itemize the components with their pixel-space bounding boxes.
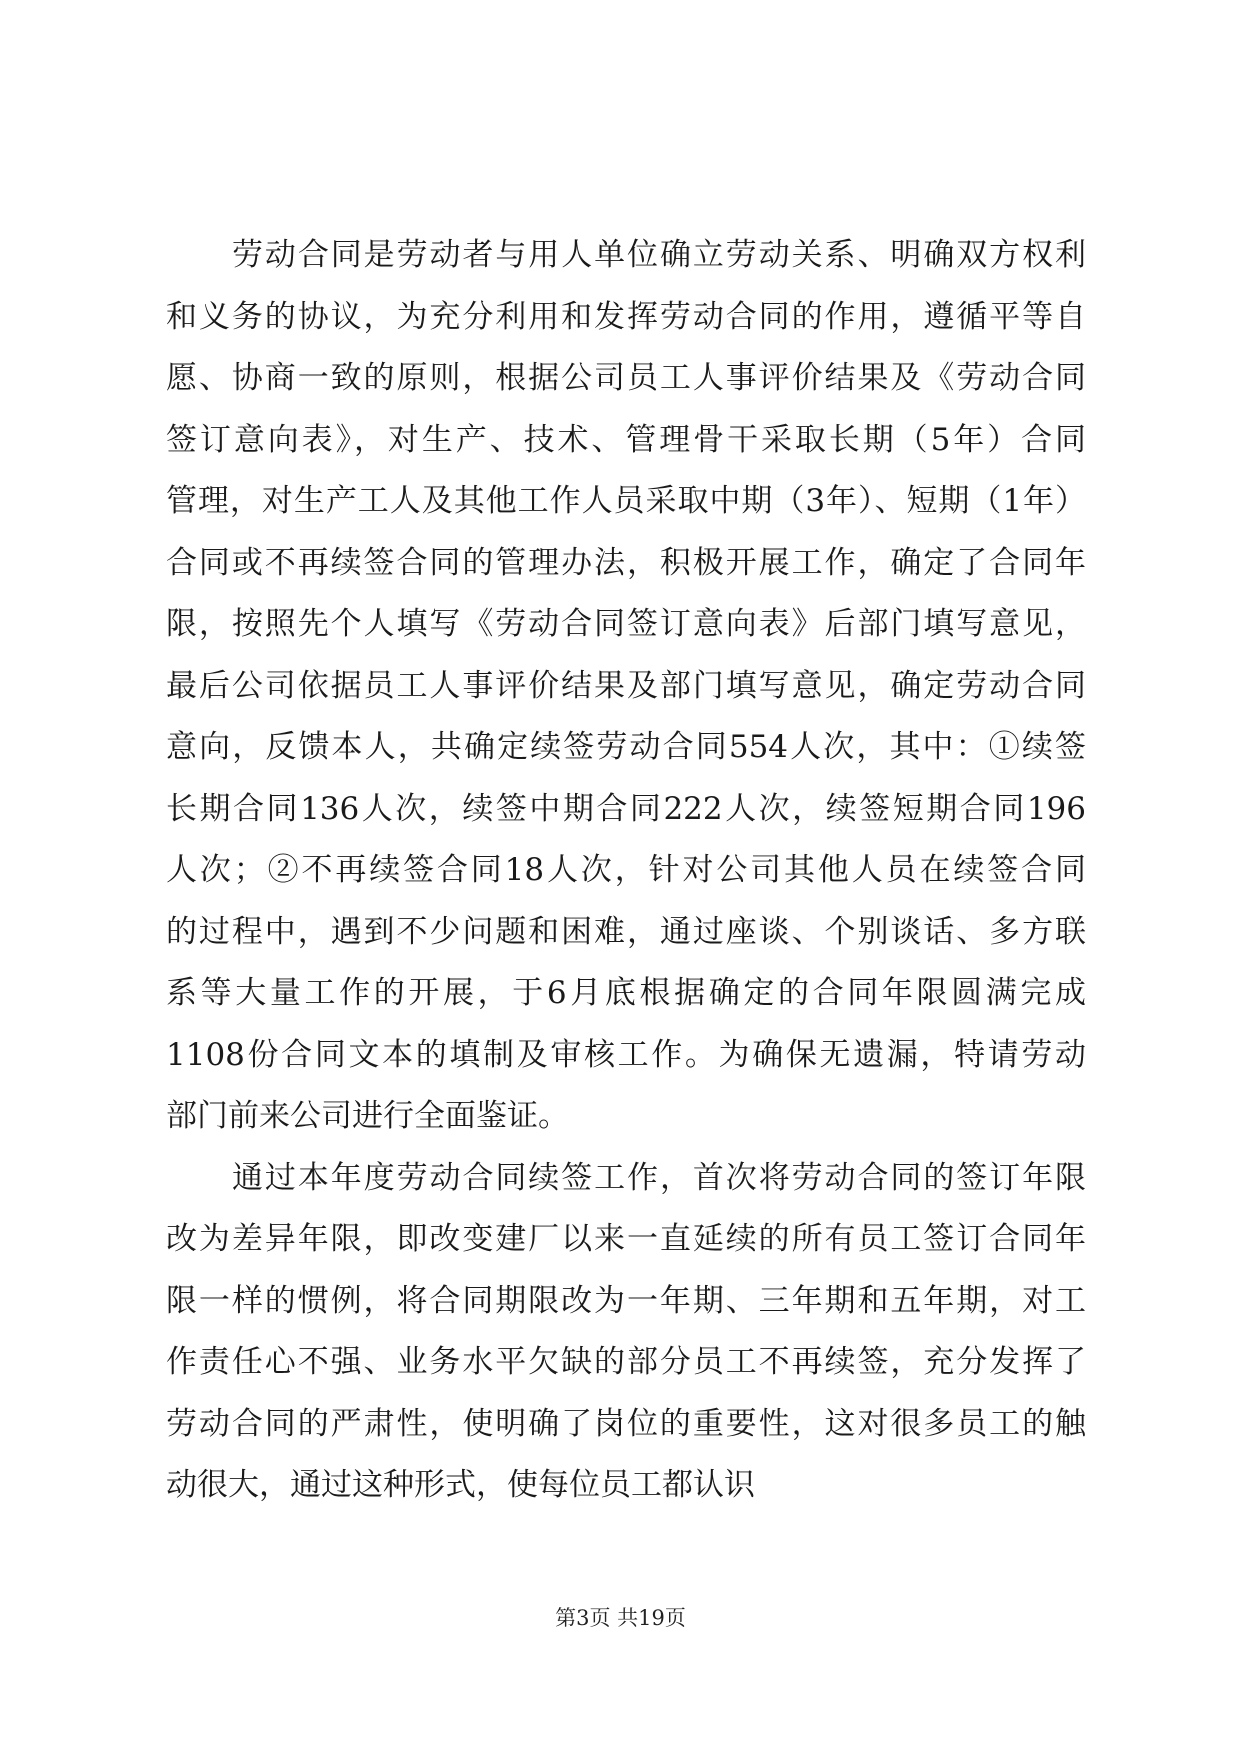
paragraph-line: 1108份合同文本的填制及审核工作。为确保无遗漏，特请劳动 — [166, 1036, 1086, 1073]
paragraph-line: 最后公司依据员工人事评价结果及部门填写意见，确定劳动合同 — [166, 667, 1086, 704]
paragraph-line: 作责任心不强、业务水平欠缺的部分员工不再续签，充分发挥了 — [166, 1344, 1086, 1380]
paragraph-line: 部门前来公司进行全面鉴证。 — [166, 1098, 569, 1134]
document-body — [166, 225, 1086, 1517]
paragraph-line: 限一样的惯例，将合同期限改为一年期、三年期和五年期，对工 — [166, 1282, 1086, 1319]
paragraph-line: 劳动合同是劳动者与用人单位确立劳动关系、明确双方权利 — [232, 237, 1086, 273]
paragraph-2 — [166, 1148, 1086, 1517]
paragraph-line: 改为差异年限，即改变建厂以来一直延续的所有员工签订合同年 — [166, 1221, 1086, 1257]
paragraph-line: 管理，对生产工人及其他工作人员采取中期（3年）、短期（1年） — [166, 483, 1086, 519]
paragraph-1 — [166, 225, 1086, 1148]
paragraph-line: 劳动合同的严肃性，使明确了岗位的重要性，这对很多员工的触 — [166, 1405, 1086, 1442]
paragraph-line: 系等大量工作的开展，于6月底根据确定的合同年限圆满完成 — [166, 975, 1086, 1011]
paragraph-line: 签订意向表》，对生产、技术、管理骨干采取长期（5年）合同 — [166, 421, 1086, 458]
paragraph-line: 的过程中，遇到不少问题和困难，通过座谈、个别谈话、多方联 — [166, 913, 1086, 950]
paragraph-line: 意向，反馈本人，共确定续签劳动合同554人次，其中：①续签 — [166, 729, 1086, 765]
page-number: 第3页 共19页 — [555, 1606, 686, 1630]
paragraph-line: 通过本年度劳动合同续签工作，首次将劳动合同的签订年限 — [232, 1159, 1086, 1196]
paragraph-line: 长期合同136人次，续签中期合同222人次，续签短期合同196 — [166, 790, 1086, 827]
paragraph-line: 人次；②不再续签合同18人次，针对公司其他人员在续签合同 — [166, 852, 1086, 888]
paragraph-line: 限，按照先个人填写《劳动合同签订意向表》后部门填写意见， — [166, 606, 1086, 642]
page-footer — [0, 1603, 1241, 1633]
paragraph-line: 和义务的协议，为充分利用和发挥劳动合同的作用，遵循平等自 — [166, 298, 1086, 335]
paragraph-line: 合同或不再续签合同的管理办法，积极开展工作，确定了合同年 — [166, 544, 1086, 581]
paragraph-line: 动很大，通过这种形式，使每位员工都认识 — [166, 1467, 755, 1503]
paragraph-line: 愿、协商一致的原则，根据公司员工人事评价结果及《劳动合同 — [166, 360, 1086, 396]
